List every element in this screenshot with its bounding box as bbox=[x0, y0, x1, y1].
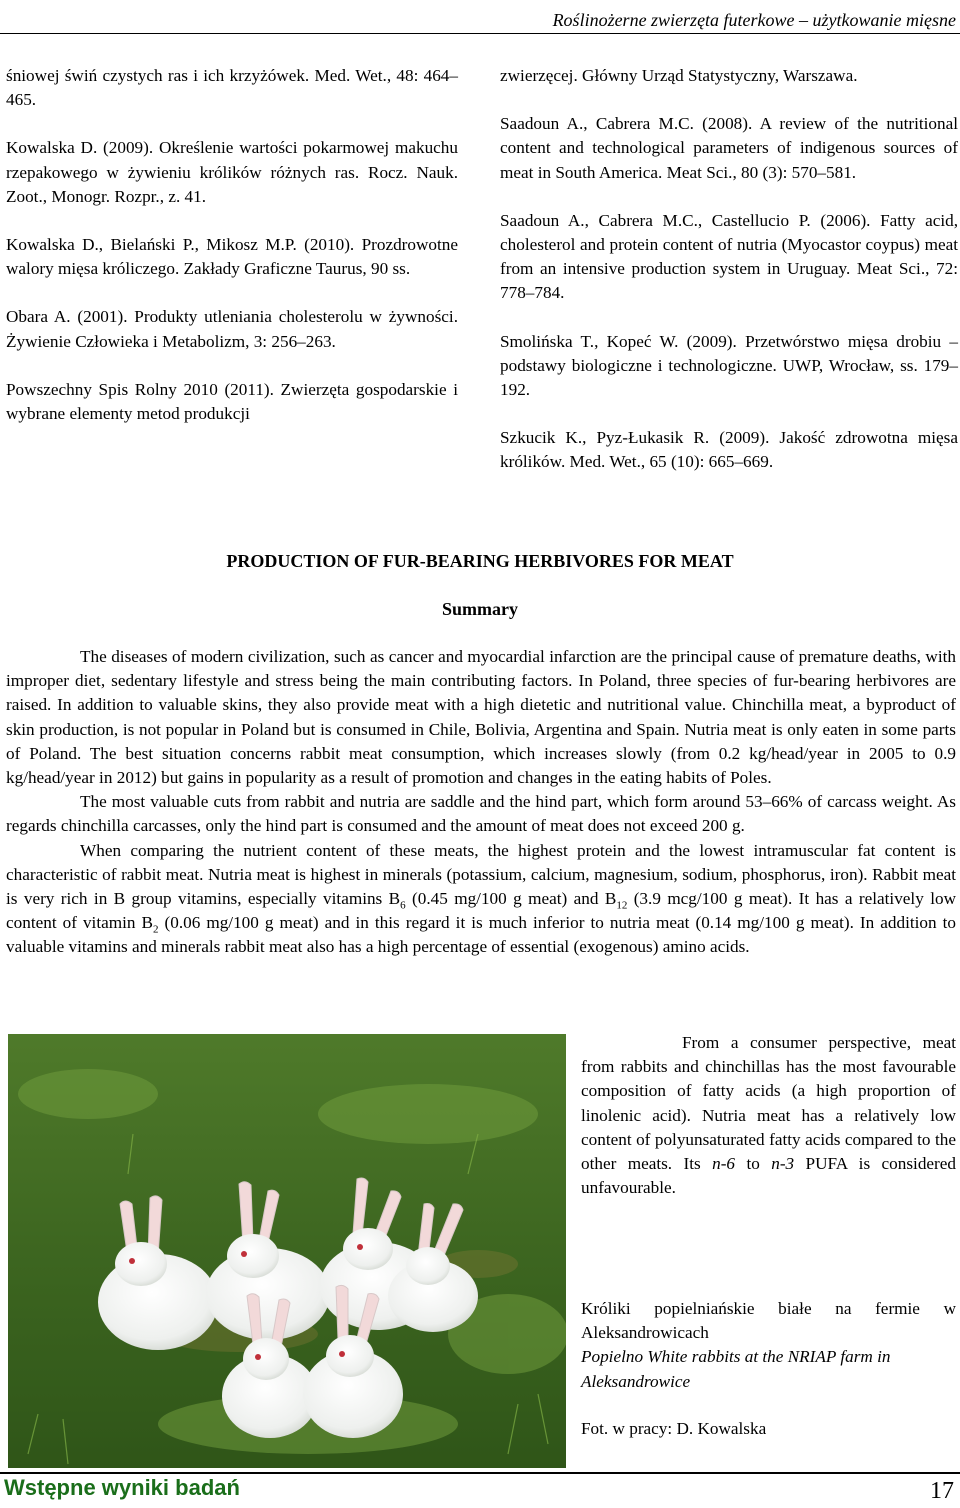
references-left-column bbox=[6, 64, 458, 450]
reference-entry: Szkucik K., Pyz-Łukasik R. (2009). Jakość zdrowotna mięsa królików. Med. Wet., 65 (10): 665–669. bbox=[500, 428, 958, 472]
summary-paragraph: When comparing the nutrient content of these meats, the highest protein and the lowest intramuscular fat content is characteristic of rabbit meat. Nutria meat is highest in minerals (potassium, calcium, magnesium, sodium, phosphorus, iron). Rabbit meat is very rich in B group vitamins, especially vitamins $B_6$ (0.45 mg/100 g meat) and $B_{12}$ (3.9 mcg/100 g meat). It has a relatively low content of vitamin $B_2$ (0.06 mg/100 g meat) and in this regard it is much inferior to nutria meat (0.14 mg/100 g meat). In addition to valuable vitamins and minerals rabbit meat also has a high percentage of essential (exogenous) amino acids. bbox=[6, 840, 956, 957]
page-number: 17 bbox=[930, 1478, 954, 1504]
running-title: Roślinożerne zwierzęta futerkowe – użytkowanie mięsne bbox=[552, 10, 956, 30]
reference-entry: Kowalska D., Bielański P., Mikosz M.P. (2010). Prozdrowotne walory mięsa króliczego. Zakłady Graficzne Taurus, 90 ss. bbox=[6, 235, 458, 279]
reference-entry: Obara A. (2001). Produkty utleniania cholesterolu w żywności. Żywienie Człowieka i Metabolizm, 3: 256–263. bbox=[6, 307, 458, 351]
article-title: PRODUCTION OF FUR-BEARING HERBIVORES FOR MEAT bbox=[226, 551, 734, 571]
summary-paragraph: The most valuable cuts from rabbit and nutria are saddle and the hind part, which form around 53–66% of carcass weight. As regards chinchilla carcasses, only the hind part is consumed and the amount of meat does not exceed 200 g. bbox=[6, 792, 956, 836]
footer-divider bbox=[0, 1472, 960, 1474]
reference-entry: Kowalska D. (2009). Określenie wartości pokarmowej makuchu rzepakowego w żywieniu królików różnych ras. Rocz. Nauk. Zoot., Monogr. Rozpr., z. 41. bbox=[6, 138, 458, 206]
caption-polish: Króliki popielniańskie białe na fermie w Aleksandrowicach bbox=[581, 1299, 956, 1343]
rabbits-photo bbox=[8, 1034, 566, 1468]
reference-entry: śniowej świń czystych ras i ich krzyżówek. Med. Wet., 48: 464–465. bbox=[6, 66, 458, 110]
caption-english: Popielno White rabbits at the NRIAP farm in Aleksandrowice bbox=[581, 1347, 891, 1391]
section-label: Wstępne wyniki badań bbox=[4, 1475, 240, 1500]
summary-paragraph: From a consumer perspective, meat from rabbits and chinchillas has the most favourable composition of fatty acids (a high proportion of linolenic acid). Nutria meat has a relatively low content of polyunsaturated fatty acids compared to the other meats. Its n-6 to n-3 PUFA is considered unfavourable. bbox=[581, 1033, 956, 1198]
reference-entry: Smolińska T., Kopeć W. (2009). Przetwórstwo mięsa drobiu – podstawy biologiczne i technologiczne. UWP, Wrocław, ss. 179–192. bbox=[500, 331, 958, 400]
photo-credit: Fot. w pracy: D. Kowalska bbox=[581, 1419, 767, 1438]
reference-entry: Saadoun A., Cabrera M.C. (2008). A review of the nutritional content and technological parameters of indigenous sources of meat in South America. Meat Sci., 80 (3): 570–581. bbox=[500, 114, 958, 182]
summary-body bbox=[6, 645, 956, 960]
references-right-column bbox=[500, 64, 958, 499]
running-header bbox=[0, 8, 960, 34]
summary-paragraph: The diseases of modern civilization, such as cancer and myocardial infarction are the principal cause of premature deaths, with improper diet, sedentary lifestyle and stress being the main contributing factors. In Poland, three species of fur-bearing herbivores are raised. In addition to valuable skins, they also provide meat with a high dietetic and nutritional value. Chinchilla meat, a byproduct of skin production, is not popular in Poland but is consumed in Chile, Bolivia, Argentina and Spain. Nutria meat is only eaten in some parts of Poland. The best situation concerns rabbit meat consumption, which increases slowly (from 0.2 kg/head/year in 2005 to 0.9 kg/head/year in 2012) but gains in popularity as a result of promotion and changes in the eating habits of Poles. bbox=[6, 647, 956, 788]
reference-entry: Powszechny Spis Rolny 2010 (2011). Zwierzęta gospodarskie i wybrane elementy metod produkcji bbox=[6, 379, 458, 424]
reference-entry: Saadoun A., Cabrera M.C., Castellucio P. (2006). Fatty acid, cholesterol and protein content of nutria (Myocastor coypus) meat from an intensive production system in Uruguay. Meat Sci., 72: 778–784. bbox=[500, 210, 958, 303]
reference-entry: zwierzęcej. Główny Urząd Statystyczny, Warszawa. bbox=[500, 66, 858, 85]
summary-heading: Summary bbox=[442, 599, 518, 619]
summary-continuation bbox=[581, 1031, 956, 1200]
figure-caption bbox=[581, 1297, 956, 1394]
